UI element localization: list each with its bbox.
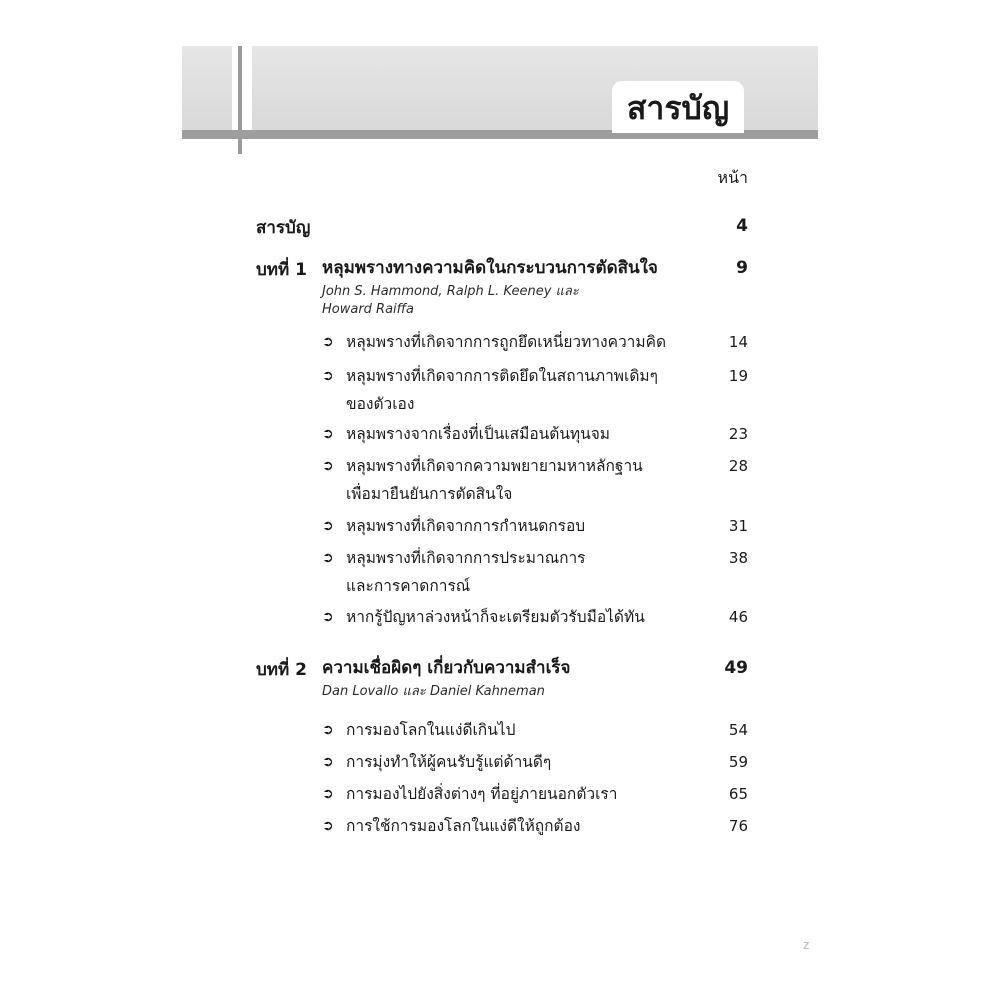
arrow-bullet-icon: ➲ (322, 550, 334, 566)
chapter-title: หลุมพรางทางความคิดในกระบวนการตัดสินใจ (322, 258, 658, 278)
section-title: การใช้การมองโลกในแง่ดีให้ถูกต้อง (346, 817, 581, 835)
chapter-author-line-2: Howard Raiffa (322, 302, 415, 317)
section-entry[interactable] (322, 544, 748, 600)
section-entry[interactable] (322, 420, 748, 448)
toc-entry-contents[interactable] (256, 214, 748, 241)
page-corner-mark: z (803, 938, 810, 952)
section-page: 19 (728, 367, 748, 385)
section-page: 14 (728, 333, 748, 351)
section-title: การมองโลกในแง่ดีเกินไป (346, 721, 516, 739)
section-page: 46 (728, 608, 748, 626)
arrow-bullet-icon: ➲ (322, 722, 334, 738)
arrow-bullet-icon: ➲ (322, 458, 334, 474)
section-title: การมองไปยังสิ่งต่างๆ ที่อยู่ภายนอกตัวเรา (346, 785, 618, 803)
chapter-page: 9 (736, 258, 748, 278)
chapter-1-entry[interactable] (256, 256, 748, 319)
chapter-author-line-1: John S. Hammond, Ralph L. Keeney และ (322, 284, 579, 299)
section-title: หลุมพรางจากเรื่องที่เป็นเสมือนต้นทุนจม (346, 425, 611, 443)
arrow-bullet-icon: ➲ (322, 368, 334, 384)
arrow-bullet-icon: ➲ (322, 334, 334, 350)
section-page: 31 (728, 517, 748, 535)
section-title: การมุ่งทำให้ผู้คนรับรู้แต่ด้านดีๆ (346, 753, 552, 771)
section-title-line-2: และการคาดการณ์ (346, 577, 471, 595)
arrow-bullet-icon: ➲ (322, 754, 334, 770)
section-entry[interactable] (322, 748, 748, 776)
toc-entry-title: สารบัญ (256, 218, 311, 238)
section-title-line-2: เพื่อมายืนยันการตัดสินใจ (346, 485, 513, 503)
chapter-title: ความเชื่อผิดๆ เกี่ยวกับความสำเร็จ (322, 658, 571, 678)
section-page: 59 (728, 753, 748, 771)
arrow-bullet-icon: ➲ (322, 609, 334, 625)
page-title: สารบัญ (626, 88, 730, 127)
arrow-bullet-icon: ➲ (322, 518, 334, 534)
section-title-line-1: หลุมพรางที่เกิดจากความพยายามหาหลักฐาน (346, 457, 643, 475)
chapter-page: 49 (724, 658, 748, 678)
section-title (346, 362, 704, 418)
section-title: หากรู้ปัญหาล่วงหน้าก็จะเตรียมตัวรับมือได้ทัน (346, 608, 645, 626)
toc-entry-page: 4 (736, 216, 748, 236)
section-page: 38 (728, 549, 748, 567)
section-title-line-1: หลุมพรางที่เกิดจากการประมาณการ (346, 549, 586, 567)
section-entry[interactable] (322, 716, 748, 744)
section-page: 54 (728, 721, 748, 739)
section-title (346, 452, 704, 508)
chapter-author-line-1: Dan Lovallo และ Daniel Kahneman (322, 684, 545, 699)
page-column-label: หน้า (717, 168, 748, 187)
section-entry[interactable] (322, 812, 748, 840)
section-page: 76 (728, 817, 748, 835)
chapter-label: บทที่ 1 (256, 260, 307, 280)
section-page: 65 (728, 785, 748, 803)
arrow-bullet-icon: ➲ (322, 818, 334, 834)
section-title-line-2: ของตัวเอง (346, 395, 415, 413)
section-entry[interactable] (322, 362, 748, 418)
arrow-bullet-icon: ➲ (322, 426, 334, 442)
arrow-bullet-icon: ➲ (322, 786, 334, 802)
section-title: หลุมพรางที่เกิดจากการกำหนดกรอบ (346, 517, 586, 535)
section-title-line-1: หลุมพรางที่เกิดจากการติดยึดในสถานภาพเดิมๆ (346, 367, 658, 385)
section-entry[interactable] (322, 328, 748, 356)
chapter-2-entry[interactable] (256, 656, 748, 701)
section-title (346, 544, 704, 600)
chapter-label: บทที่ 2 (256, 660, 307, 680)
section-page: 23 (728, 425, 748, 443)
section-title: หลุมพรางที่เกิดจากการถูกยึดเหนี่ยวทางความคิด (346, 333, 667, 351)
section-entry[interactable] (322, 452, 748, 508)
section-entry[interactable] (322, 780, 748, 808)
header-notch (232, 46, 252, 130)
section-entry[interactable] (322, 512, 748, 540)
section-entry[interactable] (322, 603, 748, 631)
section-page: 28 (728, 457, 748, 475)
